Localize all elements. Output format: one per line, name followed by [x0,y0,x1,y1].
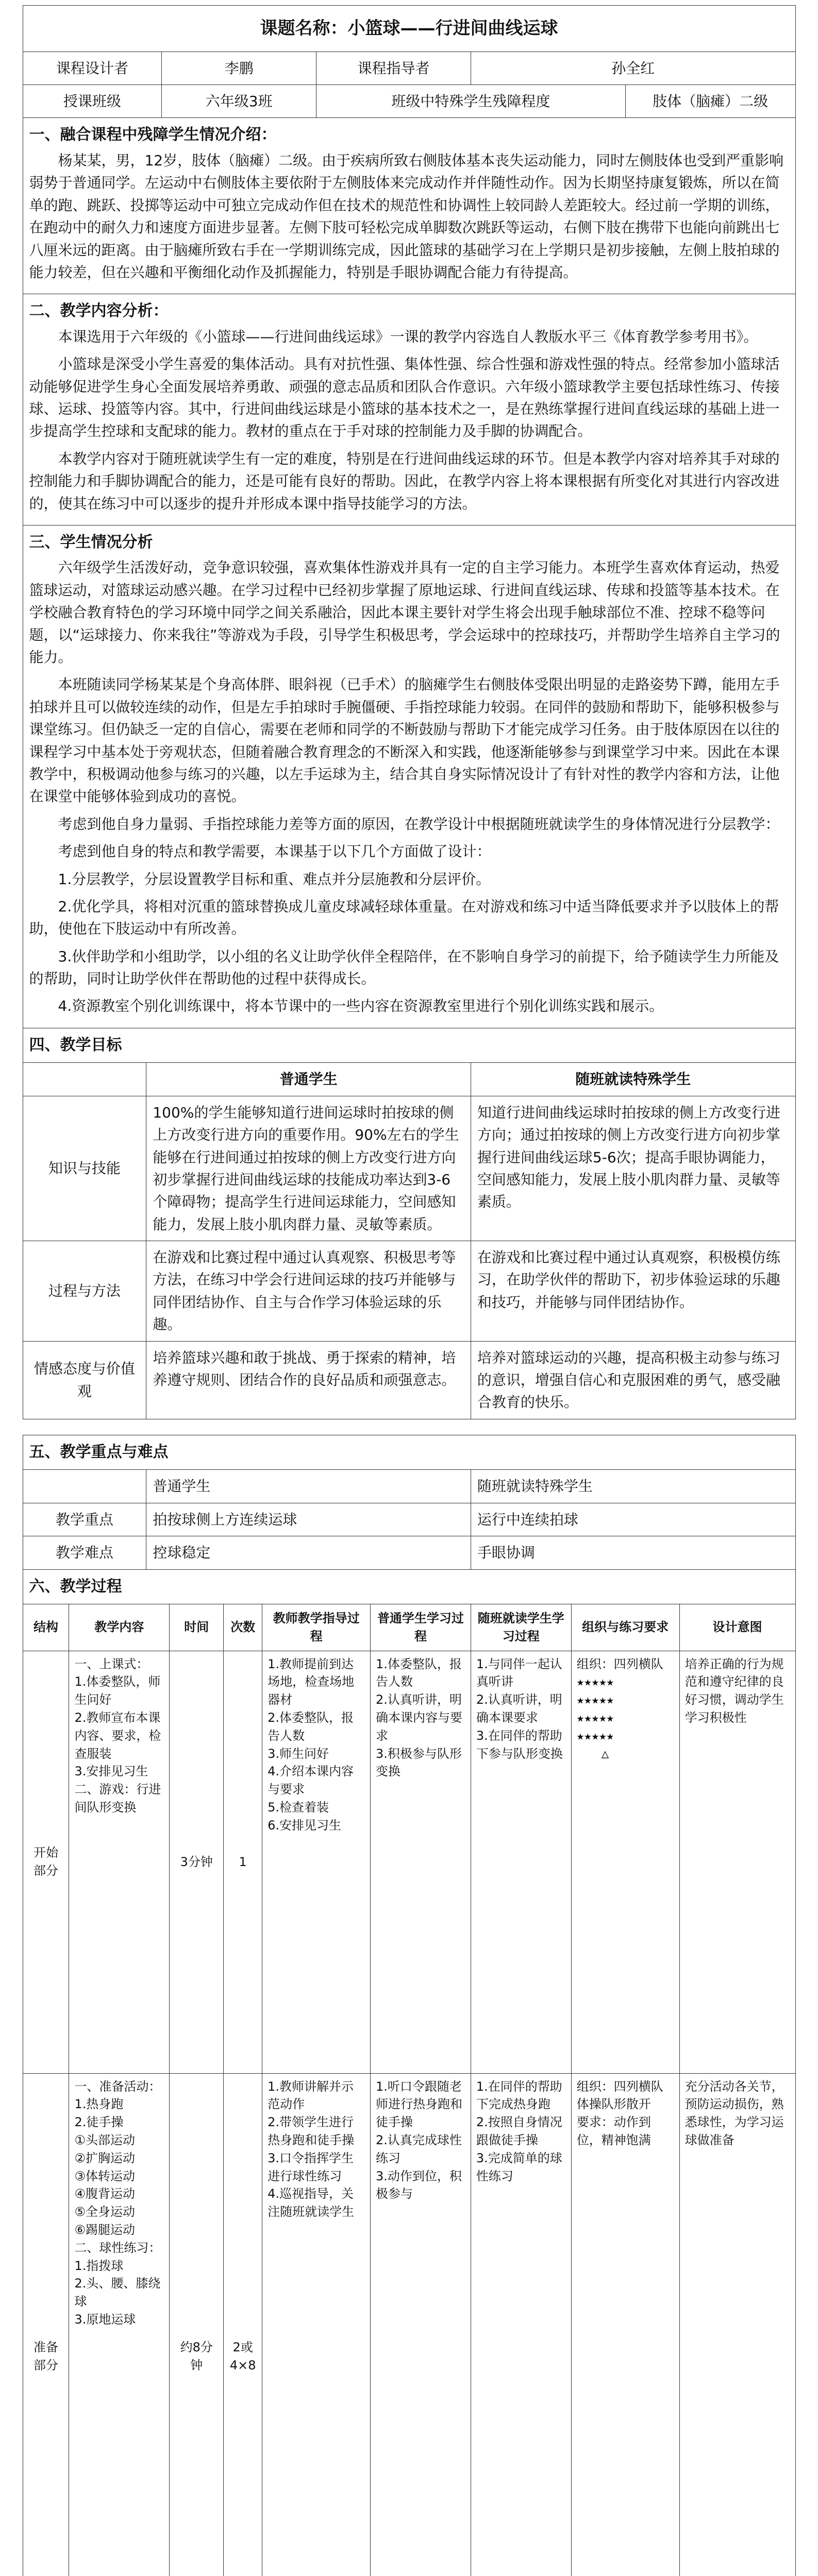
process-special: 1.在同伴的帮助下完成热身跑 2.按照自身情况跟做徒手操 3.完成简单的球性练习 [471,2073,571,2576]
table-row [23,2073,795,2576]
process-count: 2或4×8 [224,2073,262,2576]
table-row [23,1241,795,1342]
section-3-list-item: 3.伙伴助学和小组助学，以小组的名义让助学伙伴全程陪伴，在不影响自身学习的前提下，给予随读学生力所能及的帮助，同时让助学伙伴在帮助他的过程中获得成长。 [29,947,779,988]
objective-special: 知道行进间曲线运球时拍按球的侧上方改变行进方向；通过拍按球的侧上方改变行进方向初步掌握行进间曲线运球5-6次；提高手眼协调能力，空间感知能力，发展上肢小肌肉群力量、灵敏等素质。 [471,1096,795,1241]
section-3-list-item: 1.分层教学，分层设置教学目标和重、难点并分层施教和分层评价。 [58,870,491,888]
section-3-paragraph-3: 考虑到他自身力量弱、手指控球能力差等方面的原因，在教学设计中根据随班就读学生的身体情况进行分层教学： [58,815,780,833]
instructor-value: 孙全红 [471,52,795,84]
section-3-title: 三、学生情况分析 [29,531,789,555]
process-header-org: 组织与练习要求 [571,1604,679,1651]
section-2-title: 二、教学内容分析： [29,299,789,324]
process-count: 1 [224,1651,262,2073]
process-general: 1.体委整队，报告人数 2.认真听讲，明确本课内容与要求 3.积极参与队形变换 [371,1651,471,2073]
process-teacher: 1.教师提前到达场地，检查场地器材 2.体委整队，报告人数 3.师生问好 4.介绍本课内容与要求 5.检查着装 6.安排见习生 [262,1651,371,2073]
process-header-teacher: 教师教学指导过程 [262,1604,371,1651]
lesson-plan-page [23,0,796,2576]
instructor-label: 课程指导者 [316,52,471,84]
objective-special: 培养对篮球运动的兴趣，提高积极主动参与练习的意识，增强自信心和克服困难的勇气，感受融合教育的快乐。 [471,1341,795,1419]
objective-special: 在游戏和比赛过程中通过认真观察，积极模仿练习，在助学伙伴的帮助下，初步体验运球的乐趣和技巧，并能够与同伴团结协作。 [471,1241,795,1342]
section-2-paragraph-2: 小篮球是深受小学生喜爱的集体活动。具有对抗性强、集体性强、综合性强和游戏性强的特点。经常参加小篮球活动能够促进学生身心全面发展培养勇敢、顽强的意志品质和团队合作意识。六年级小篮球教学主要包括球性练习、传接球、运球、投篮等内容。其中，行进间曲线运球是小篮球的基本技术之一，是在熟练掌握行进间直线运球的基础上进一步提高学生控球和支配球的能力。教材的重点在于手对球的控制能力及手脚的协调配合。 [29,355,780,440]
process-header-structure: 结构 [23,1604,69,1651]
section-2 [23,294,795,526]
keypoint-special: 手眼协调 [471,1536,795,1569]
designer-label: 课程设计者 [23,52,162,84]
table-row [23,1341,795,1419]
process-teacher: 1.教师讲解并示范动作 2.带领学生进行热身跑和徒手操 3.口令指挥学生进行球性练习 4.巡视指导，关注随班就读学生 [262,2073,371,2576]
objectives-table [23,1028,796,1419]
section-1-title: 一、融合课程中残障学生情况介绍： [29,123,789,147]
process-org: 组织：四列横队 ★★★★★ ★★★★★ ★★★★★ ★★★★★ △ [571,1651,679,2073]
keypoints-special-header: 随班就读特殊学生 [471,1470,795,1503]
process-structure: 准备部分 [23,2073,69,2576]
class-value: 六年级3班 [162,85,316,118]
process-content: 一、准备活动： 1.热身跑 2.徒手操 ①头部运动 ②扩胸运动 ③体转运动 ④腹背运动 ⑤全身运动 ⑥踢腿运动 二、球性练习： 1.指拨球 2.头、腰、膝绕球 3.原地运球 [69,2073,170,2576]
process-intent: 充分活动各关节，预防运动损伤，熟悉球性，为学习运球做准备 [679,2073,795,2576]
process-header-count: 次数 [224,1604,262,1651]
objectives-special-header: 随班就读特殊学生 [471,1063,795,1096]
process-content: 一、上课式： 1.体委整队，师生问好 2.教师宣布本课内容、要求，检查服装 3.安排见习生 二、游戏：行进间队形变换 [69,1651,170,2073]
table-row [23,1651,795,2073]
keypoint-label: 教学重点 [23,1503,146,1536]
keypoint-special: 运行中连续拍球 [471,1503,795,1536]
section-1 [23,118,795,294]
keypoint-general: 拍按球侧上方连续运球 [146,1503,471,1536]
table-row [23,1536,795,1569]
objective-label: 过程与方法 [23,1241,146,1342]
designer-value: 李鹏 [162,52,316,84]
keypoint-label: 教学难点 [23,1536,146,1569]
section-2-paragraph-1: 本课选用于六年级的《小篮球——行进间曲线运球》一课的教学内容选自人教版水平三《体育教学参考用书》。 [58,328,758,345]
process-org: 组织：四列横队体操队形散开 要求：动作到位，精神饱满 [571,2073,679,2576]
keypoints-blank-header [23,1470,146,1503]
objectives-general-header: 普通学生 [146,1063,471,1096]
objectives-blank-header [23,1063,146,1096]
process-header-general: 普通学生学习过程 [371,1604,471,1651]
special-value: 肢体（脑瘫）二级 [625,85,795,118]
section-3-list-item: 4.资源教室个别化训练课中，将本节课中的一些内容在资源教室里进行个别化训练实践和展示。 [58,997,664,1015]
process-header-special: 随班就读学生学习过程 [471,1604,571,1651]
section-1-paragraph: 杨某某，男，12岁，肢体（脑瘫）二级。由于疾病所致右侧肢体基本丧失运动能力，同时左侧肢体也受到严重影响弱势于普通同学。左运动中右侧肢体主要依附于左侧肢体来完成动作并伴随性动作。因为长期坚持康复锻炼，所以在简单的跑、跳跃、投掷等运动中可独立完成动作但在技术的规范性和协调性上较同龄人差距较大。经过前一学期的训练，在跑动中的耐久力和速度方面进步显著。左侧下肢可轻松完成单脚数次跳跃等运动，右侧下肢在携带下也能向前跳出七八厘米远的距离。由于脑瘫所致右手在一学期训练完成，因此篮球的基础学习在上学期只是初步接触，左侧上肢拍球的能力较差，但在兴趣和平衡细化动作及抓握能力，特别是手眼协调配合能力有待提高。 [29,151,784,281]
class-label: 授课班级 [23,85,162,118]
objective-general: 在游戏和比赛过程中通过认真观察、积极思考等方法，在练习中学会行进间运球的技巧并能够与同伴团结协作、自主与合作学习体验运球的乐趣。 [146,1241,471,1342]
lesson-title: 课题名称：小篮球——行进间曲线运球 [23,6,795,52]
process-general: 1.听口令跟随老师进行热身跑和徒手操 2.认真完成球性练习 3.动作到位，积极参与 [371,2073,471,2576]
section-3-list-item: 2.优化学具，将相对沉重的篮球替换成儿童皮球减轻球体重量。在对游戏和练习中适当降低要求并予以肢体上的帮助，使他在下肢运动中有所改善。 [29,897,779,938]
header-table [23,5,796,1028]
keypoints-general-header: 普通学生 [146,1470,471,1503]
section-6-title: 六、教学过程 [23,1569,795,1604]
process-header-intent: 设计意图 [679,1604,795,1651]
section-3-paragraph-4: 考虑到他自身的特点和教学需要，本课基于以下几个方面做了设计： [58,843,491,860]
table-row [23,1096,795,1241]
objective-label: 知识与技能 [23,1096,146,1241]
objective-label: 情感态度与价值观 [23,1341,146,1419]
process-header-content: 教学内容 [69,1604,170,1651]
keypoints-table [23,1435,796,1570]
section-2-paragraph-3: 本教学内容对于随班就读学生有一定的难度，特别是在行进间曲线运球的环节。但是本教学内容对培养其手对球的控制能力和手脚协调配合的能力，还是可能有良好的帮助。因此，在教学内容上将本课根据有所变化对其进行内容改进的，使其在练习中可以逐步的提升并形成本课中指导技能学习的方法。 [29,450,780,512]
objective-general: 培养篮球兴趣和敢于挑战、勇于探索的精神，培养遵守规则、团结合作的良好品质和顽强意志。 [146,1341,471,1419]
section-3 [23,525,795,1028]
process-intent: 培养正确的行为规范和遵守纪律的良好习惯，调动学生学习积极性 [679,1651,795,2073]
table-row [23,1503,795,1536]
special-label: 班级中特殊学生残障程度 [316,85,626,118]
section-3-paragraph-2: 本班随读同学杨某某是个身高体胖、眼斜视（已手术）的脑瘫学生右侧肢体受限出明显的走路姿势下蹲，能用左手拍球并且可以做较连续的动作，但是左手拍球时手腕僵硬、手指控球能力较弱。在同伴的鼓励和帮助下，能够积极参与课堂练习。但仍缺乏一定的自信心，需要在老师和同学的不断鼓励与帮助下才能完成学习任务。由于肢体原因在以往的课程学习中基本处于旁观状态，但随着融合教育理念的不断深入和实践，他逐渐能够参与到课堂学习中来。因此在本课教学中，积极调动他参与练习的兴趣，以左手运球为主，结合其自身实际情况设计了有针对性的教学内容和方法，让他在课堂中能够体验到成功的喜悦。 [29,676,780,805]
keypoint-general: 控球稳定 [146,1536,471,1569]
process-time: 3分钟 [170,1651,224,2073]
section-3-paragraph-1: 六年级学生活泼好动，竞争意识较强，喜欢集体性游戏并具有一定的自主学习能力。本班学生喜欢体育运动，热爱篮球运动，对篮球运动感兴趣。在学习过程中已经初步掌握了原地运球、行进间直线运球、传球和投篮等基本技术。在学校融合教育特色的学习环境中同学之间关系融洽，因此本课主要针对学生将会出现手触球部位不准、控球不稳等问题，以“运球接力、你来我往”等游戏为手段，引导学生积极思考，学会运球中的控球技巧，并帮助学生培养自主学习的能力。 [29,559,780,666]
process-structure: 开始部分 [23,1651,69,2073]
process-time: 约8分钟 [170,2073,224,2576]
section-5-title: 五、教学重点与难点 [23,1435,795,1470]
process-special: 1.与同伴一起认真听讲 2.认真听讲，明确本课要求 3.在同伴的帮助下参与队形变换 [471,1651,571,2073]
section-4-title: 四、教学目标 [23,1028,795,1063]
process-table [23,1569,796,2576]
objective-general: 100%的学生能够知道行进间运球时拍按球的侧上方改变行进方向的重要作用。90%左右的学生能够在行进间通过拍按球的侧上方改变行进方向初步掌握行进间曲线运球的技能成功率达到3-6个障碍物；提高学生行进间运球能力，空间感知能力，发展上肢小肌肉群力量、灵敏等素质。 [146,1096,471,1241]
process-header-time: 时间 [170,1604,224,1651]
